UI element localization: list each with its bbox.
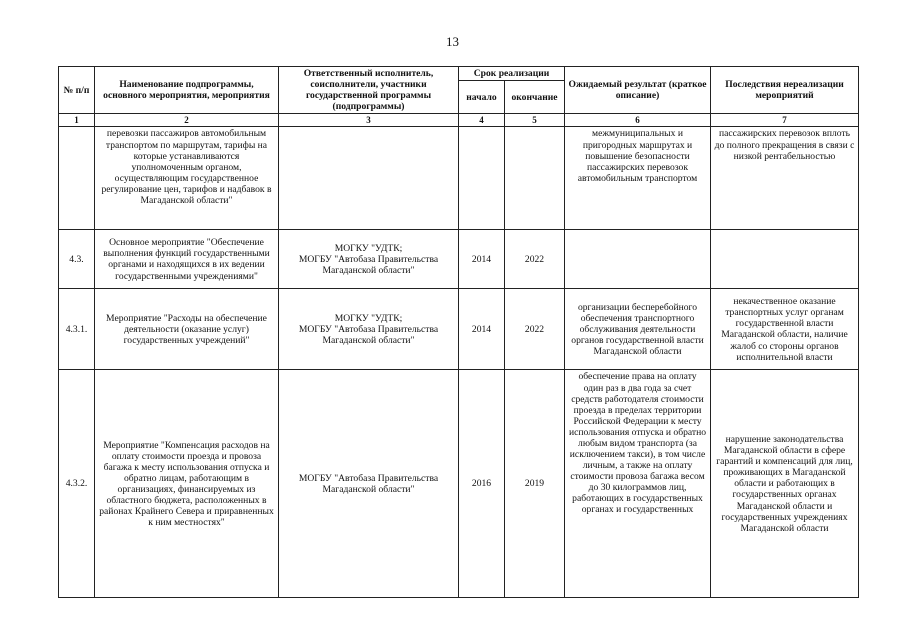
row-executor: МОГКУ "УДТК; МОГБУ "Автобаза Правительства Магаданской области" [279,230,459,289]
row-executor [279,127,459,230]
row-result: обеспечение права на оплату один раз в два года за счет средств работодателя стоимости проезда в пределах территории Российской Федерации к месту использования отпуска и обратно любым видом транспорта (за исключением такси), в том числе личным, а также на оплату стоимости провоза багажа весом до 30 килограммов лиц, работающих в государственных органах и государственных [565,370,711,598]
row-result [565,230,711,289]
row-num: 4.3.1. [59,289,95,370]
row-consequences: пассажирских перевозок вплоть до полного прекращения в связи с низкой рентабельностью [711,127,859,230]
row-result: организации бесперебойного обеспечения транспортного обслуживания деятельности органов государственной власти Магаданской области [565,289,711,370]
row-name: Мероприятие "Компенсация расходов на оплату стоимости проезда и провоза багажа к месту использования отпуска и обратно лицам, работающим в организациях, финансируемых из областного бюджета, расположенных в районах Крайнего Севера и приравненных к ним местностях" [95,370,279,598]
column-number: 3 [279,114,459,127]
column-number: 2 [95,114,279,127]
header-col-executor: Ответственный исполнитель, соисполнители, участники государственной программы (подпрограммы) [279,67,459,114]
row-name: Мероприятие "Расходы на обеспечение деятельности (оказание услуг) государственных учреждений" [95,289,279,370]
row-end: 2019 [505,370,565,598]
row-start [459,127,505,230]
row-consequences [711,230,859,289]
row-num [59,127,95,230]
row-start: 2014 [459,289,505,370]
row-result: межмуниципальных и пригородных маршрутах и повышение безопасности пассажирских перевозок автомобильным транспортом [565,127,711,230]
row-consequences: некачественное оказание транспортных услуг органам государственной власти Магаданской области, наличие жалоб со стороны органов исполнительной власти [711,289,859,370]
row-name: Основное мероприятие "Обеспечение выполнения функций государственными органами и находящихся в их ведении государственными учреждениями" [95,230,279,289]
column-number: 6 [565,114,711,127]
header-col-num: № п/п [59,67,95,114]
header-row [59,67,859,81]
row-num: 4.3.2. [59,370,95,598]
header-col-result: Ожидаемый результат (краткое описание) [565,67,711,114]
row-start: 2014 [459,230,505,289]
row-name: перевозки пассажиров автомобильным транспортом по маршрутам, тарифы на которые устанавливаются уполномоченным органом, осуществляющим государственное регулирование цен, тарифов и надбавок в Магаданской области" [95,127,279,230]
header-col-end: окончание [505,81,565,114]
program-table [58,66,859,598]
row-start: 2016 [459,370,505,598]
row-consequences: нарушение законодательства Магаданской области в сфере гарантий и компенсаций для лиц, проживающих в Магаданской области и работающих в государственных органах Магаданской области и государственных учреждениях Магаданской области [711,370,859,598]
row-end: 2022 [505,289,565,370]
header-col-start: начало [459,81,505,114]
header-col-period: Срок реализации [459,67,565,81]
row-executor: МОГБУ "Автобаза Правительства Магаданской области" [279,370,459,598]
row-num: 4.3. [59,230,95,289]
table-row [59,230,859,289]
table-row [59,370,859,598]
table-row [59,127,859,230]
column-number: 7 [711,114,859,127]
row-executor: МОГКУ "УДТК; МОГБУ "Автобаза Правительства Магаданской области" [279,289,459,370]
page-number: 13 [446,34,459,49]
column-number: 1 [59,114,95,127]
column-number: 4 [459,114,505,127]
row-end: 2022 [505,230,565,289]
header-col-consequences: Последствия нереализации мероприятий [711,67,859,114]
column-number: 5 [505,114,565,127]
row-end [505,127,565,230]
header-col-name: Наименование подпрограммы, основного мероприятия, мероприятия [95,67,279,114]
table-row [59,289,859,370]
column-number-row [59,114,859,127]
